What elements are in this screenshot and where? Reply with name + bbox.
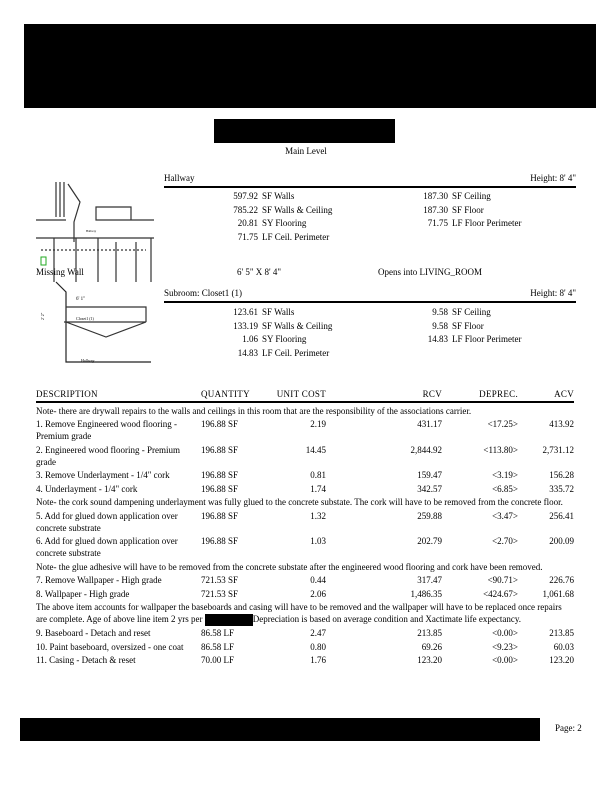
unit-cost-cell: 14.45 [305, 444, 326, 455]
quantity-cell: 721.53 SF [201, 575, 239, 585]
measurement-row [390, 217, 522, 231]
unit-cost-cell: 1.76 [310, 655, 326, 666]
description-cell: 3. Remove Underlayment - 1/4" cork [36, 470, 170, 480]
description-cell: 11. Casing - Detach & reset [36, 655, 136, 666]
rcv-cell: 431.17 [417, 419, 442, 429]
measurement-unit: SF Floor [452, 320, 484, 331]
divider [164, 301, 576, 303]
measurement-unit: SF Walls [262, 191, 295, 201]
room-height: Height: 8' 4" [530, 173, 576, 183]
measurements [200, 190, 332, 244]
unit-cost-cell: 2.06 [310, 588, 326, 599]
deprec-cell: <90.71> [487, 575, 518, 585]
measurement-row [200, 217, 332, 231]
measurement-unit: LF Ceil. Perimeter [262, 347, 330, 358]
measurement-value: 14.83 [427, 334, 448, 344]
deprec-cell: <0.00> [492, 628, 518, 639]
deprec-cell: <0.00> [492, 655, 518, 666]
rcv-cell: 317.47 [417, 575, 442, 585]
sketch-hallway-label-2: Hallway [81, 358, 95, 363]
measurement-unit: LF Ceil. Perimeter [262, 231, 330, 242]
note-row [36, 559, 574, 573]
quantity-cell: 196.88 SF [201, 470, 239, 480]
note-text: Depreciation is based on average condition and Xactimate life expectancy. [252, 614, 522, 624]
measurement-value: 1.06 [242, 334, 258, 344]
measurement-value: 14.83 [237, 347, 258, 358]
rcv-cell: 123.20 [417, 655, 442, 666]
missing-wall-opens: Opens into LIVING_ROOM [378, 267, 482, 277]
header-quantity: QUANTITY [201, 388, 271, 402]
deprec-cell: <3.47> [492, 510, 518, 521]
acv-cell: 60.03 [553, 641, 574, 652]
header-rcv: RCV [326, 388, 442, 402]
unit-cost-cell: 1.32 [310, 510, 326, 521]
table-row [36, 586, 574, 600]
unit-cost-cell: 2.19 [310, 419, 326, 429]
measurement-row [390, 320, 522, 334]
rcv-cell: 213.85 [417, 628, 442, 639]
measurement-value: 133.19 [233, 320, 258, 331]
measurement-value: 597.92 [233, 191, 258, 201]
measurement-value: 123.61 [233, 307, 258, 317]
quantity-cell: 196.88 SF [201, 483, 239, 494]
quantity-cell: 70.00 LF [201, 655, 235, 666]
measurement-row [200, 204, 332, 218]
acv-cell: 200.09 [549, 536, 574, 546]
measurement-unit: LF Floor Perimeter [452, 218, 522, 228]
measurement-row [390, 190, 522, 204]
sketch-dim-height: 2' 2" [40, 312, 45, 320]
line-items-table [36, 388, 574, 666]
missing-wall-size: 6' 5" X 8' 4" [237, 267, 282, 277]
redacted-title [214, 119, 395, 143]
description-cell: 4. Underlayment - 1/4" cork [36, 483, 138, 494]
divider [164, 186, 576, 188]
measurement-row [200, 231, 332, 245]
unit-cost-cell: 1.03 [310, 536, 326, 546]
table-row [36, 481, 574, 495]
rcv-cell: 1,486.35 [410, 588, 442, 599]
missing-wall-label: Missing Wall [36, 267, 84, 277]
measurement-value: 71.75 [237, 231, 258, 242]
measurement-unit: SF Walls & Ceiling [262, 320, 333, 331]
table-row [36, 508, 574, 534]
acv-cell: 335.72 [549, 483, 574, 494]
measurement-row [200, 333, 332, 347]
measurements [200, 306, 332, 360]
rcv-cell: 202.79 [417, 536, 442, 546]
table-row [36, 468, 574, 482]
acv-cell: 2,731.12 [542, 444, 574, 455]
quantity-cell: 86.58 LF [201, 641, 235, 652]
note-text [36, 559, 574, 573]
description-cell: 9. Baseboard - Detach and reset [36, 628, 151, 639]
table-row [36, 534, 574, 560]
header-deprec: DEPREC. [442, 388, 518, 402]
description-cell: 1. Remove Engineered wood flooring - Premium grade [36, 419, 177, 441]
description-cell: 5. Add for glued down application over concrete substrate [36, 510, 178, 533]
redacted-name [205, 614, 253, 626]
table-row [36, 626, 574, 640]
measurement-value: 20.81 [237, 218, 258, 228]
measurement-unit: LF Floor Perimeter [452, 334, 522, 344]
measurements [390, 190, 522, 231]
measurement-value: 9.58 [432, 307, 448, 317]
note-text: Note- the cork sound dampening underlayment was fully glued to the concrete substate. The cork will have to be removed from the concrete floor. [36, 497, 563, 507]
subroom-name: Subroom: Closet1 (1) [164, 288, 242, 298]
table-row [36, 639, 574, 653]
rcv-cell: 342.57 [417, 483, 442, 494]
deprec-cell: <113.80> [483, 444, 518, 455]
quantity-cell: 196.88 SF [201, 536, 239, 546]
measurement-value: 187.30 [423, 191, 448, 201]
measurement-row [390, 333, 522, 347]
deprec-cell: <17.25> [487, 419, 518, 429]
description-cell: 6. Add for glued down application over concrete substrate [36, 536, 178, 558]
measurement-row [200, 190, 332, 204]
note-text [36, 495, 574, 509]
page-number: Page: 2 [555, 723, 582, 733]
quantity-cell: 196.88 SF [201, 419, 239, 429]
description-cell: 7. Remove Wallpaper - High grade [36, 575, 162, 585]
header-description: DESCRIPTION [36, 388, 201, 402]
header-acv: ACV [518, 388, 574, 402]
redacted-footer [20, 718, 540, 741]
sketch-hallway-label: Hallway [86, 229, 97, 233]
description-cell: 10. Paint baseboard, oversized - one coat [36, 641, 184, 652]
quantity-cell: 196.88 SF [201, 510, 239, 521]
measurement-row [200, 306, 332, 320]
note-row [36, 600, 574, 626]
unit-cost-cell: 2.47 [310, 628, 326, 639]
measurement-unit: SY Flooring [262, 218, 307, 228]
redacted-header [24, 24, 596, 108]
rcv-cell: 2,844.92 [410, 444, 442, 455]
header-unit-cost: UNIT COST [271, 388, 326, 402]
unit-cost-cell: 0.81 [310, 470, 326, 480]
note-text [36, 402, 574, 417]
acv-cell: 213.85 [549, 628, 574, 639]
subroom-height: Height: 8' 4" [530, 288, 576, 298]
room-name: Hallway [164, 173, 195, 183]
measurement-unit: SF Floor [452, 204, 484, 215]
sketch-closet-label: Closet1 (1) [76, 316, 94, 321]
note-text: The above item accounts for wallpaper the baseboards and casing will have to be removed and the wallpaper will have to be replaced once repairs are complete. Age of above line item 2 yrs per [36, 602, 562, 624]
measurement-value: 187.30 [423, 204, 448, 215]
deprec-cell: <3.19> [492, 470, 518, 480]
measurement-unit: SY Flooring [262, 334, 307, 344]
note-text [36, 600, 574, 626]
measurement-row [390, 306, 522, 320]
quantity-cell: 721.53 SF [201, 588, 239, 599]
floor-sketch [36, 172, 154, 382]
note-row [36, 495, 574, 509]
acv-cell: 256.41 [549, 510, 574, 521]
measurement-unit: SF Ceiling [452, 307, 491, 317]
table-row [36, 573, 574, 587]
acv-cell: 156.28 [549, 470, 574, 480]
description-cell: 8. Wallpaper - High grade [36, 588, 130, 599]
unit-cost-cell: 0.44 [310, 575, 326, 585]
measurement-unit: SF Ceiling [452, 191, 491, 201]
measurement-row [200, 320, 332, 334]
acv-cell: 123.20 [549, 655, 574, 666]
deprec-cell: <9.23> [492, 641, 518, 652]
table-row [36, 653, 574, 667]
rcv-cell: 159.47 [417, 470, 442, 480]
note-text: Note- there are drywall repairs to the walls and ceilings in this room that are the responsibility of the associations carrier. [36, 405, 472, 416]
quantity-cell: 86.58 LF [201, 628, 235, 639]
level-label: Main Level [285, 146, 327, 156]
measurement-value: 785.22 [233, 204, 258, 215]
rcv-cell: 69.26 [421, 641, 442, 652]
deprec-cell: <424.67> [483, 588, 518, 599]
measurements [390, 306, 522, 347]
measurement-row [390, 204, 522, 218]
unit-cost-cell: 0.80 [310, 641, 326, 652]
note-row [36, 402, 574, 417]
table-row [36, 442, 574, 468]
measurement-unit: SF Walls [262, 307, 295, 317]
note-text: Note- the glue adhesive will have to be removed from the concrete substate after the engineered wood flooring and cork have been removed. [36, 561, 543, 572]
measurement-unit: SF Walls & Ceiling [262, 204, 333, 215]
rcv-cell: 259.88 [417, 510, 442, 521]
quantity-cell: 196.88 SF [201, 444, 239, 455]
deprec-cell: <2.70> [492, 536, 518, 546]
acv-cell: 226.76 [549, 575, 574, 585]
measurement-value: 9.58 [432, 320, 448, 331]
deprec-cell: <6.85> [492, 483, 518, 494]
sketch-dim-width: 6' 1" [76, 297, 86, 302]
measurement-row [200, 347, 332, 361]
acv-cell: 413.92 [549, 419, 574, 429]
measurement-value: 71.75 [427, 218, 448, 228]
acv-cell: 1,061.68 [542, 588, 574, 599]
description-cell: 2. Engineered wood flooring - Premium grade [36, 444, 180, 467]
unit-cost-cell: 1.74 [310, 483, 326, 494]
table-row [36, 417, 574, 443]
